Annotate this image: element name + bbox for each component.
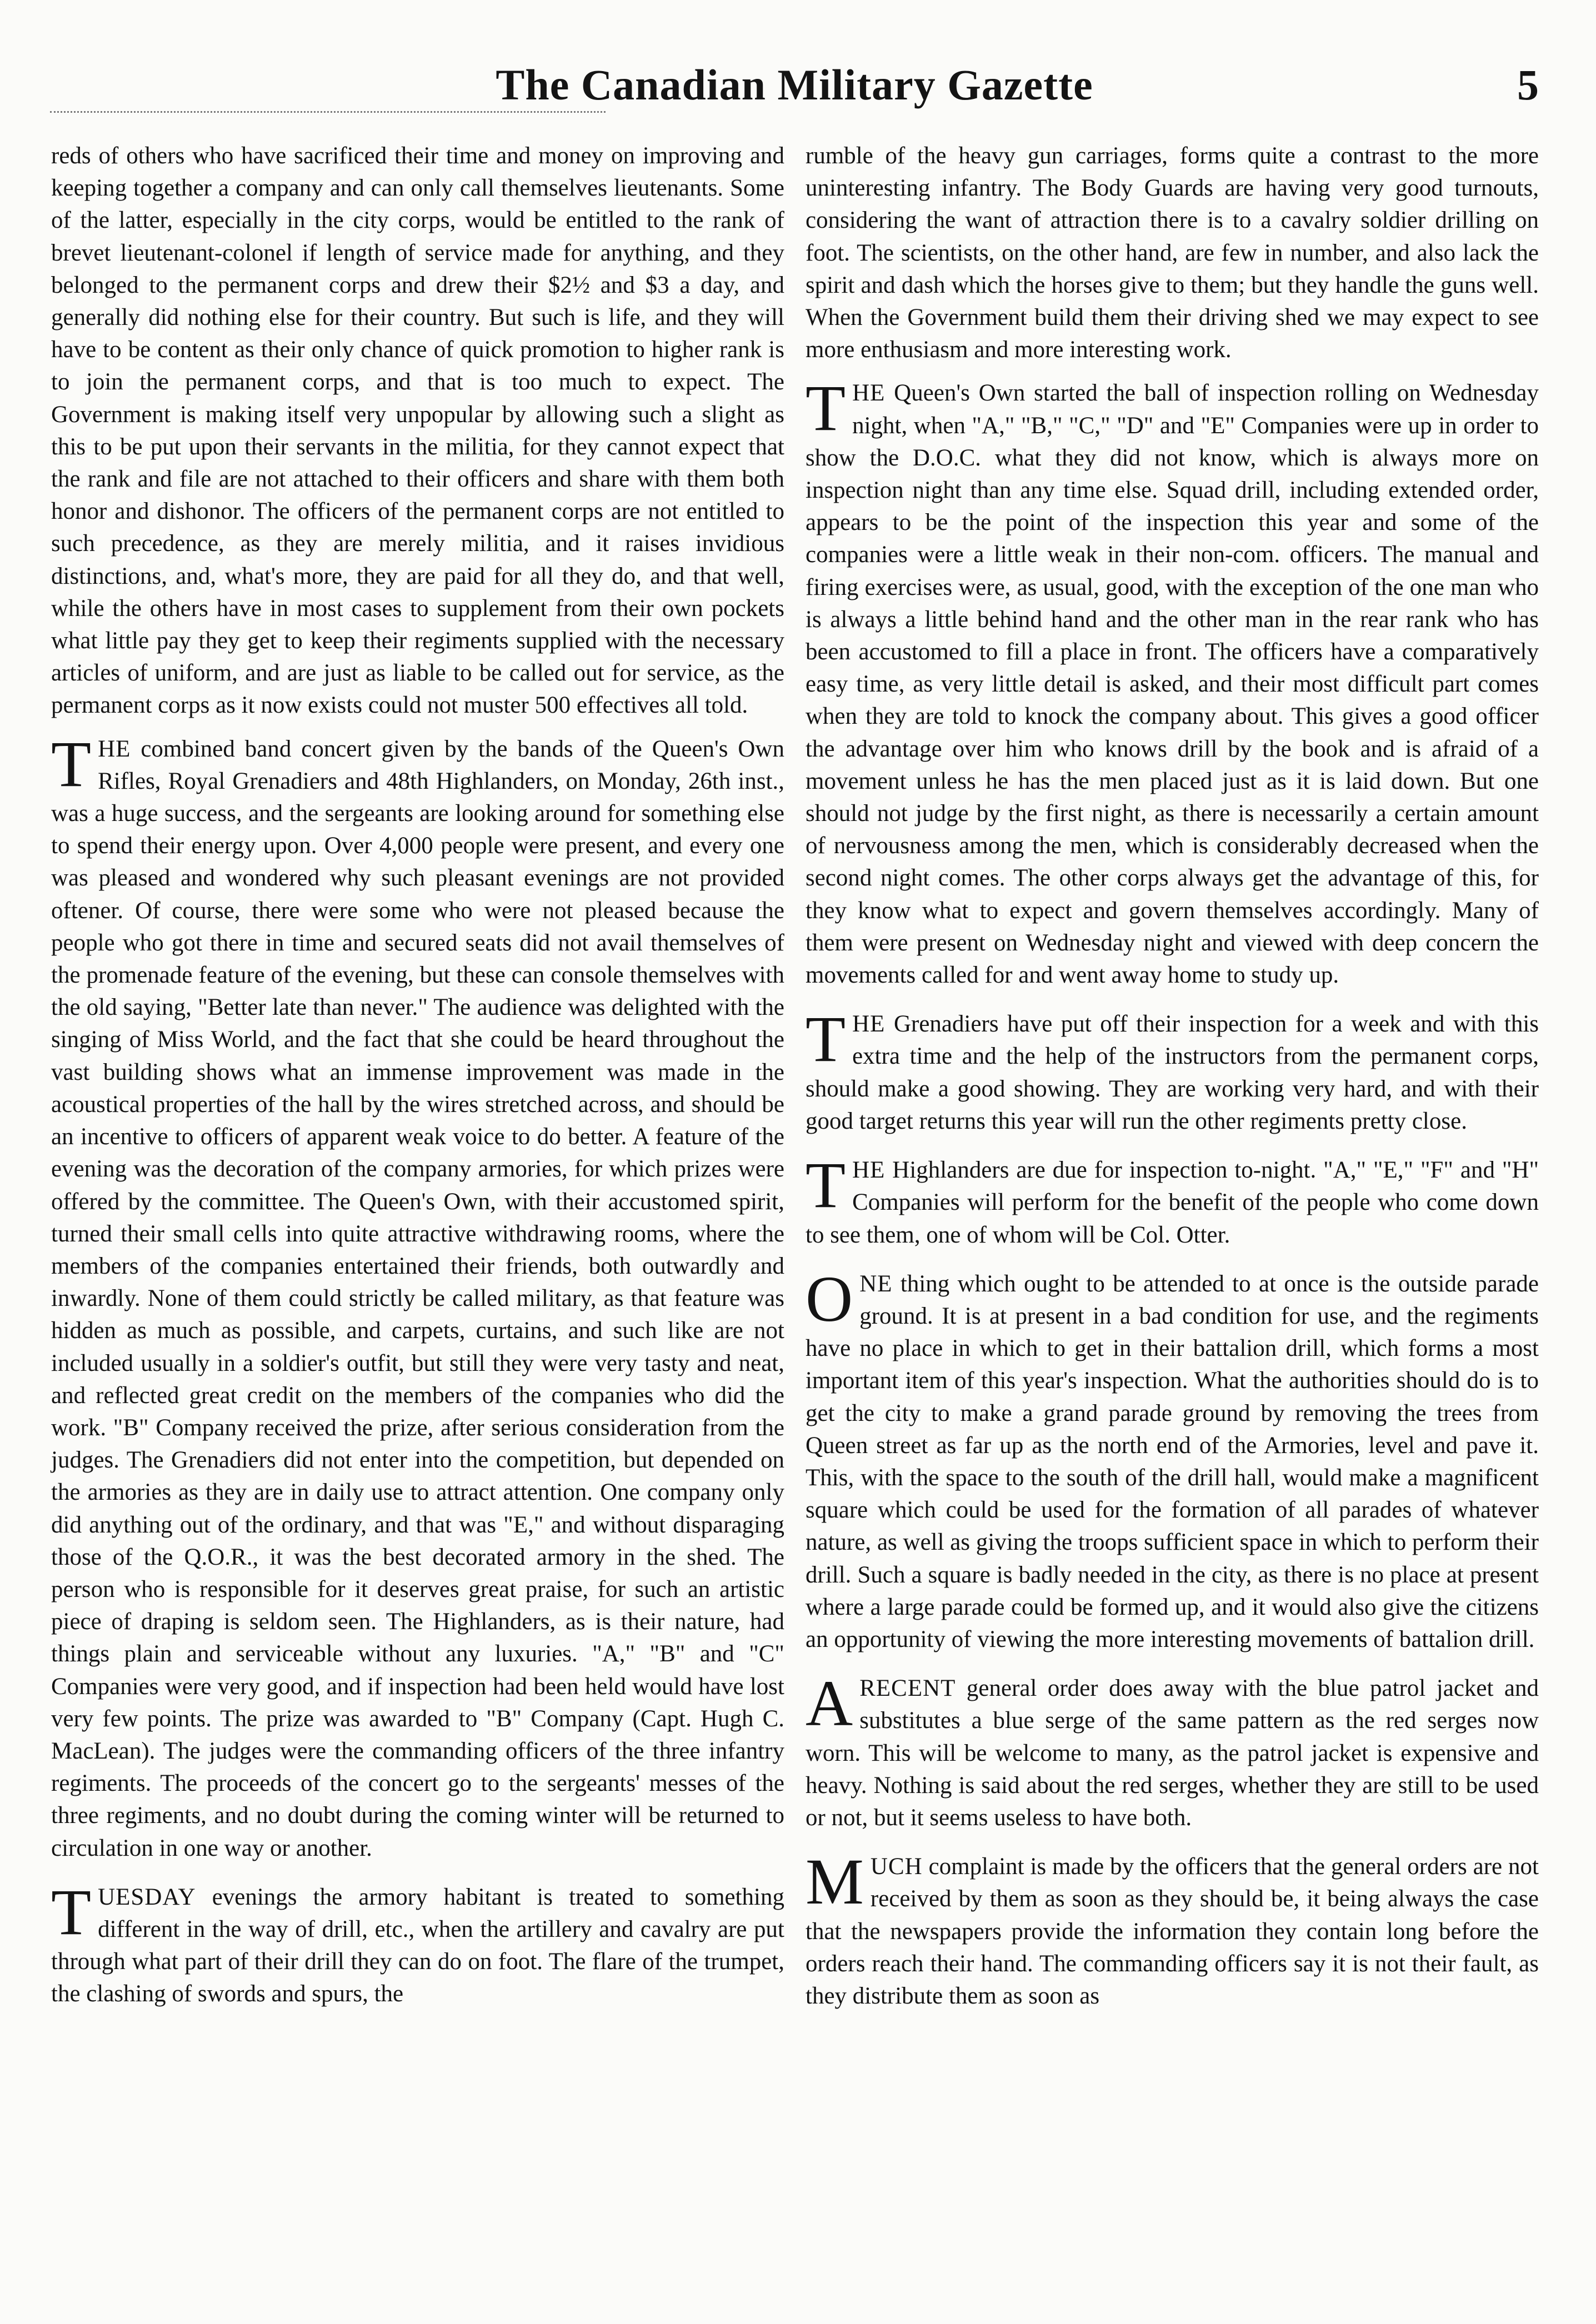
paragraph-text: Queen's Own started the ball of inspection rolling on Wednesday night, when "A," "B," "C," "D" and "E" Companies were up in order to show the D.O.C. what they did not know, which is always more on inspection night than any time else. Squad drill, including extended order, appears to be the point of the inspection this year and some of the companies were a little weak in their non-com. officers. The manual and firing exercises were, as usual, good, with the exception of the one man who is always a little behind hand and the other man in the rear rank who has been accustomed to fill a place in front. The officers have a comparatively easy time, as very little detail is asked, and their most difficult part comes when they are told to knock the company about. This gives a good officer the advantage over him who knows drill by the book and is afraid of a movement unless he has the men placed just as it is laid down. But one should not judge by the first night, as there is necessarily a certain amount of nervousness among the men, which is considerably decreased when the second night comes. The other corps always get the advantage of this, for they know what to expect and govern themselves accordingly. Many of them were present on Wednesday night and viewed with deep concern the movements called for and went away home to study up. — [805, 380, 1539, 989]
paragraph-text: thing which ought to be attended to at once is the outside parade ground. It is at present in a bad condition for use, and the regiments have no place in which to get in their battalion drill, which forms a most important item of this year's inspection. What the authorities should do is to get the city to make a grand parade ground by removing the trees from Queen street as far up as the north end of the Armories, level and pave it. This, with the space to the south of the drill hall, would make a magnificent square which could be used for the formation of all parades of whatever nature, as well as giving the troops sufficient space in which to perform their drill. Such a square is badly needed in the city, as there is no place at present where a large parade could be formed up, and it would also give the citizens an opportunity of viewing the more interesting movements of battalion drill. — [805, 1270, 1539, 1652]
paragraph: rumble of the heavy gun carriages, forms quite a contrast to the more uninteresting infantry. The Body Guards are having very good turnouts, considering the want of attraction there is to a cavalry soldier drilling on foot. The scientists, on the other hand, are few in number, and also lack the spirit and dash which the horses give to them; but they handle the guns well. When the Government build them their driving shed we may expect to see more enthusiasm and more interesting work. — [805, 143, 1539, 363]
drop-cap: A — [805, 1667, 853, 1740]
paragraph-text: general order does away with the blue patrol jacket and substitutes a blue serge of the same pattern as the red serges now worn. This will be welcome to many, as the patrol jacket is expensive and heavy. Nothing is said about the red serges, whether they are still to be used or not, but it seems useless to have both. — [805, 1675, 1539, 1831]
paragraph-text: evenings the armory habitant is treated to something different in the way of drill, etc., when the artillery and cavalry are put through what part of their drill they can do on foot. The flare of the trumpet, the clashing of swords and spurs, the — [51, 1884, 784, 2007]
drop-cap: T — [805, 372, 846, 445]
paragraph — [805, 1667, 1539, 1834]
page-number: 5 — [1517, 61, 1539, 109]
paragraph — [805, 1003, 1539, 1138]
paragraph — [805, 1845, 1539, 2012]
paragraph — [805, 372, 1539, 991]
header-rule — [50, 111, 606, 113]
drop-cap: M — [805, 1845, 864, 1919]
paragraph-text: complaint is made by the officers that the general orders are not received by them as soon as they should be, it being always the case that the newspapers provide the information they contain long before the orders reach their hand. The commanding officers say it is not their fault, as they distribute them as soon as — [805, 1854, 1539, 2009]
masthead-title: The Canadian Military Gazette — [496, 61, 1093, 109]
lead-in: HE — [98, 735, 131, 762]
lead-in: HE — [852, 380, 885, 407]
drop-cap: T — [51, 727, 92, 800]
left-column — [51, 140, 784, 2027]
paragraph — [51, 727, 784, 1865]
paragraph — [51, 1875, 784, 2011]
lead-in: RECENT — [859, 1675, 956, 1702]
page-header — [50, 60, 1539, 110]
lead-in: UESDAY — [98, 1884, 196, 1910]
lead-in: UCH — [870, 1854, 923, 1880]
paragraph-text: combined band concert given by the bands of the Queen's Own Rifles, Royal Grenadiers and 48th Highlanders, on Monday, 26th inst., was a huge success, and the sergeants are looking around for something else to spend their energy upon. Over 4,000 people were present, and every one was pleased and wondered why such pleasant evenings are not provided oftener. Of course, there were some who were not pleased because the people who got there in time and secured seats did not avail themselves of the promenade feature of the evening, but these can console themselves with the old saying, "Better late than never." The audience was delighted with the singing of Miss World, and the fact that she could be heard throughout the vast building shows what an immense improvement was made in the acoustical properties of the hall by the wires stretched across, and should be an incentive to officers of apparent weak voice to do better. A feature of the evening was the decoration of the company armories, for which prizes were offered by the committee. The Queen's Own, with their accustomed spirit, turned their small cells into quite attractive withdrawing rooms, where the members of the companies entertained their friends, both outwardly and inwardly. None of them could strictly be called military, as that feature was hidden as much as possible, and carpets, curtains, and such like are not included usually in a soldier's outfit, but still they were very tasty and neat, and reflected great credit on the members of the companies who did the work. "B" Company received the prize, after serious consideration from the judges. The Grenadiers did not enter into the competition, but depended on the armories as they are in daily use to attract attention. One company only did anything out of the ordinary, and that was "E," and without disparaging those of the Q.O.R., it was the best decorated armory in the shed. The person who is responsible for it deserves great praise, for such an artistic piece of draping is seldom seen. The Highlanders, as is their nature, had things plain and serviceable without any luxuries. "A," "B" and "C" Companies were very good, and if inspection had been held would have lost very few points. The prize was awarded to "B" Company (Capt. Hugh C. MacLean). The judges were the commanding officers of the three infantry regiments. The proceeds of the concert go to the sergeants' messes of the three regiments, and no doubt during the coming winter will be returned to circulation in one way or another. — [51, 735, 784, 1861]
lead-in: HE — [852, 1011, 885, 1038]
lead-in: HE — [852, 1157, 885, 1184]
drop-cap: T — [51, 1875, 92, 1949]
paragraph-text: Grenadiers have put off their inspection for a week and with this extra time and the help of the instructors from the permanent corps, should make a good showing. They are working very hard, and with their good target returns this year will run the other regiments pretty close. — [805, 1011, 1539, 1134]
lead-in: NE — [859, 1270, 893, 1297]
drop-cap: O — [805, 1262, 853, 1335]
right-column — [805, 140, 1539, 2029]
drop-cap: T — [805, 1149, 846, 1222]
drop-cap: T — [805, 1003, 846, 1076]
paragraph-text: Highlanders are due for inspection to-night. "A," "E," "F" and "H" Companies will perform for the benefit of the people who come down to see them, one of whom will be Col. Otter. — [805, 1157, 1539, 1248]
paragraph — [805, 1262, 1539, 1656]
paragraph: reds of others who have sacrificed their time and money on improving and keeping together a company and can only call themselves lieutenants. Some of the latter, especially in the city corps, would be entitled to the rank of brevet lieutenant-colonel if length of service made for anything, and they belonged to the permanent corps and drew their $2½ and $3 a day, and generally did nothing else for their country. But such is life, and they will have to be content as their only chance of quick promotion to higher rank is to join the permanent corps, and that is too much to expect. The Government is making itself very unpopular by allowing such a slight as this to be put upon their servants in the militia, for they cannot expect that the rank and file are not attached to their officers and share with them both honor and dishonor. The officers of the permanent corps are not entitled to such precedence, as they are merely militia, and it raises invidious distinctions, and, what's more, they are paid for all they do, and that well, while the others have in most cases to supplement from their own pockets what little pay they get to keep their regiments supplied with the necessary articles of uniform, and are just as liable to be called out for service, as the permanent corps as it now exists could not muster 500 effectives all told. — [51, 143, 784, 719]
paragraph — [805, 1149, 1539, 1251]
